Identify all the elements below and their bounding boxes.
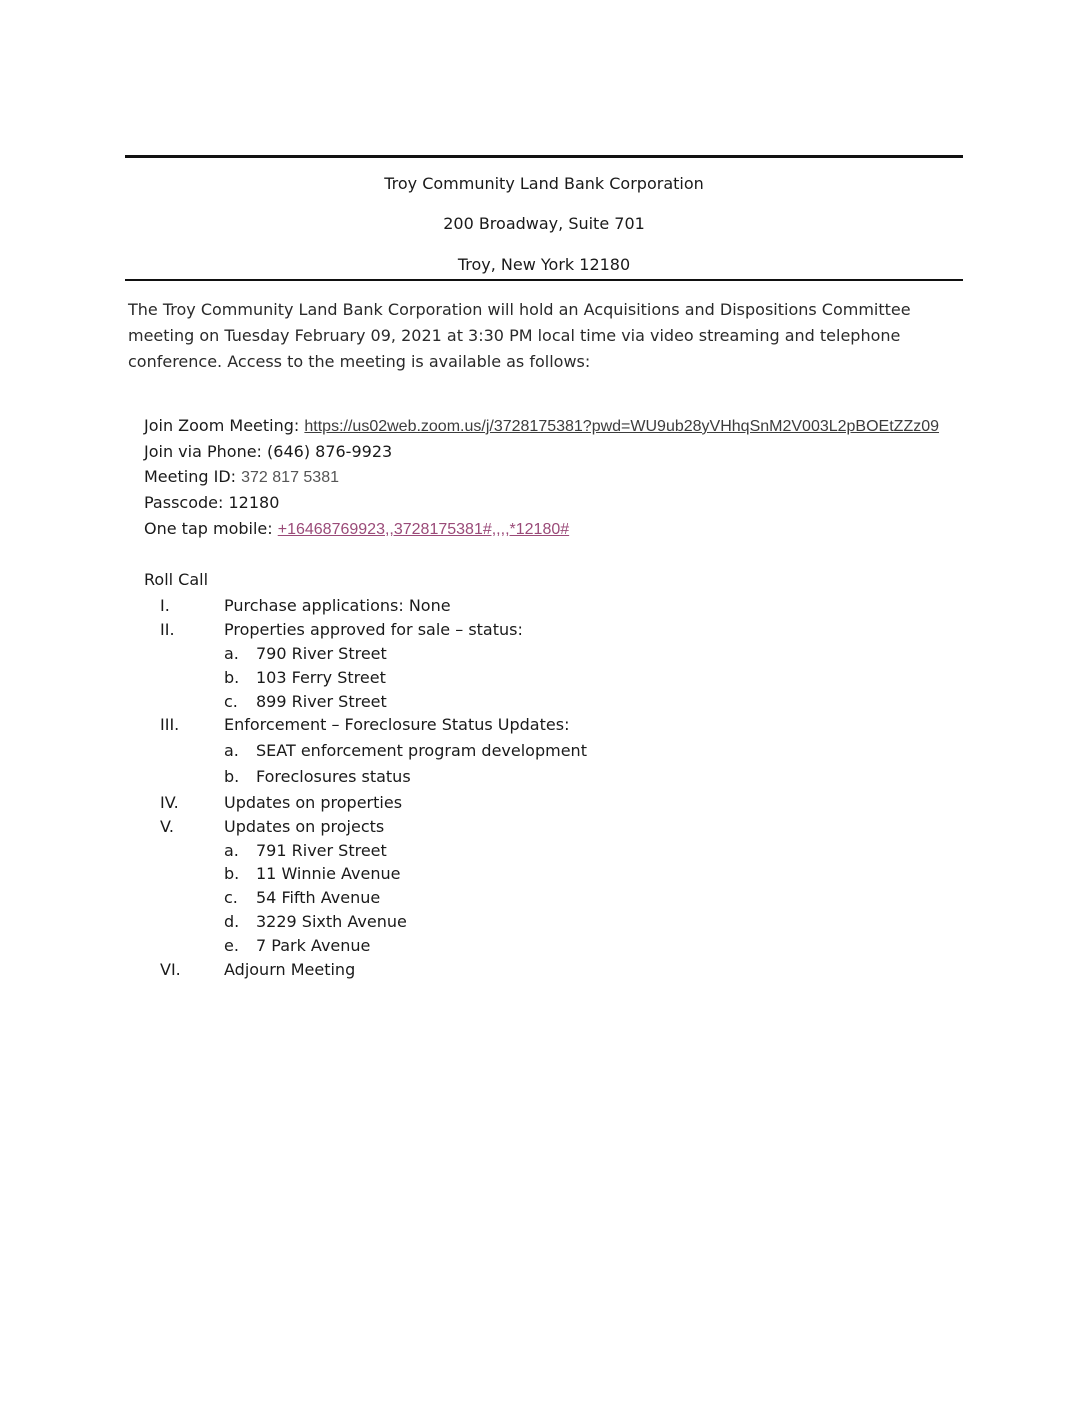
agenda-sub-text: 899 River Street: [256, 692, 387, 711]
header-bottom-rule: [125, 279, 963, 281]
agenda-item-text: Updates on projects: [224, 817, 385, 836]
agenda-numeral: III.: [160, 715, 180, 734]
phone-row: [144, 442, 392, 461]
agenda-item-text: Properties approved for sale – status:: [224, 620, 523, 639]
agenda-sub-letter: a.: [224, 841, 239, 860]
agenda-sub-letter: b.: [224, 668, 240, 687]
agenda-sub-text: SEAT enforcement program development: [256, 741, 587, 760]
agenda-sub-text: 791 River Street: [256, 841, 387, 860]
agenda-item-text: Enforcement – Foreclosure Status Updates:: [224, 715, 570, 734]
org-name: Troy Community Land Bank Corporation: [384, 174, 704, 193]
intro-paragraph: The Troy Community Land Bank Corporation will hold an Acquisitions and Dispositions Committee meeting on Tuesday February 09, 2021 at 3:30 PM local time via video streaming and telephone conference. Access to the meeting is available as follows:: [128, 300, 911, 371]
passcode-row: [144, 493, 279, 512]
agenda-sub-text: 790 River Street: [256, 644, 387, 663]
agenda-item-text: Updates on properties: [224, 793, 403, 812]
city-line: Troy, New York 12180: [457, 255, 631, 274]
agenda-sub-letter: d.: [224, 912, 240, 931]
roll-call-heading: Roll Call: [144, 570, 209, 589]
phone-value: (646) 876-9923: [267, 442, 393, 461]
agenda-numeral: VI.: [160, 960, 181, 979]
agenda-sub-text: 103 Ferry Street: [256, 668, 386, 687]
agenda-numeral: I.: [160, 596, 170, 615]
agenda-sub-letter: b.: [224, 767, 240, 786]
agenda-sub-text: 54 Fifth Avenue: [256, 888, 381, 907]
agenda-sub-text: 11 Winnie Avenue: [256, 864, 401, 883]
agenda-sub-letter: c.: [224, 692, 238, 711]
agenda-sub-text: 3229 Sixth Avenue: [256, 912, 407, 931]
agenda-sub-letter: a.: [224, 644, 239, 663]
meeting-id-label: Meeting ID:: [144, 467, 237, 486]
meeting-id-row: [144, 467, 339, 487]
header-top-rule: [125, 155, 963, 158]
zoom-link[interactable]: https://us02web.zoom.us/j/3728175381?pwd=WU9ub28yVHhqSnM2V003L2pBOEtZZz09: [304, 418, 940, 435]
one-tap-label: One tap mobile:: [144, 519, 273, 538]
phone-label: Join via Phone:: [144, 442, 262, 461]
agenda-sub-letter: c.: [224, 888, 238, 907]
agenda-item-text: Adjourn Meeting: [224, 960, 356, 979]
zoom-row: [144, 416, 939, 436]
agenda-item-text: Purchase applications: None: [224, 596, 451, 615]
agenda-numeral: II.: [160, 620, 175, 639]
agenda-sub-letter: e.: [224, 936, 239, 955]
agenda-sub-text: Foreclosures status: [256, 767, 411, 786]
meeting-id-value: 372 817 5381: [241, 469, 339, 486]
one-tap-row: [144, 519, 569, 539]
address-line: 200 Broadway, Suite 701: [443, 214, 645, 233]
one-tap-link[interactable]: +16468769923,,3728175381#,,,,*12180#: [277, 521, 570, 538]
agenda-numeral: V.: [160, 817, 174, 836]
agenda-numeral: IV.: [160, 793, 179, 812]
agenda-sub-letter: a.: [224, 741, 239, 760]
zoom-label: Join Zoom Meeting:: [144, 416, 300, 435]
agenda-sub-letter: b.: [224, 864, 240, 883]
passcode-value: 12180: [228, 493, 280, 512]
agenda-sub-text: 7 Park Avenue: [256, 936, 371, 955]
passcode-label: Passcode:: [144, 493, 224, 512]
